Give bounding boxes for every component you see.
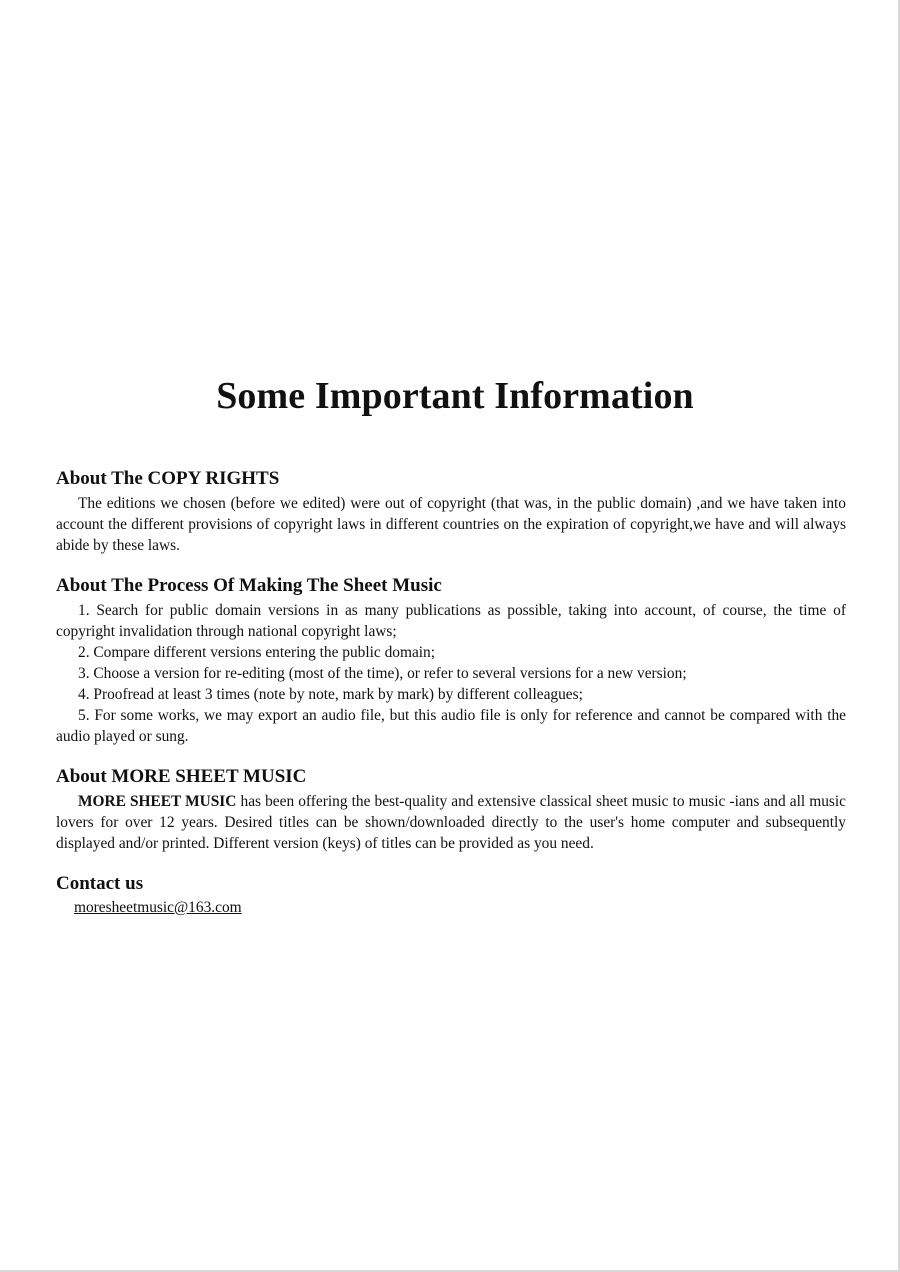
section-contact bbox=[56, 872, 846, 918]
process-heading: About The Process Of Making The Sheet Music bbox=[56, 575, 442, 596]
section-process bbox=[56, 574, 846, 747]
section-about bbox=[56, 765, 846, 854]
process-step-1: 1. Search for public domain versions in as many publications as possible, taking into account, of course, the time of copyright invalidation through national copyright laws; bbox=[56, 602, 846, 640]
section-copyright bbox=[56, 467, 846, 556]
copyright-heading: About The COPY RIGHTS bbox=[56, 468, 280, 489]
copyright-body: The editions we chosen (before we edited) were out of copyright (that was, in the public domain) ,and we have taken into account the different provisions of copyright laws in different countries on the expiration of copyright,we have and will always abide by these laws. bbox=[56, 495, 846, 554]
about-text: has been offering the best-quality and extensive classical sheet music to music -ians and all music lovers for over 12 years. Desired titles can be shown/downloaded directly to the user's home computer and subsequently displayed and/or printed. Different version (keys) of titles can be provided as you need. bbox=[56, 793, 846, 852]
contact-heading: Contact us bbox=[56, 873, 144, 894]
about-heading: About MORE SHEET MUSIC bbox=[56, 766, 307, 787]
content-body bbox=[56, 467, 846, 936]
about-body bbox=[56, 791, 846, 854]
page-title: Some Important Information bbox=[216, 375, 694, 417]
contact-email-link[interactable]: moresheetmusic@163.com bbox=[74, 899, 242, 916]
process-step-2: 2. Compare different versions entering the public domain; bbox=[78, 644, 436, 661]
about-brand: MORE SHEET MUSIC bbox=[78, 793, 237, 810]
process-step-4: 4. Proofread at least 3 times (note by note, mark by mark) by different colleagues; bbox=[78, 686, 583, 703]
process-step-3: 3. Choose a version for re-editing (most of the time), or refer to several versions for a new version; bbox=[78, 665, 687, 682]
process-step-5: 5. For some works, we may export an audio file, but this audio file is only for reference and cannot be compared with the audio played or sung. bbox=[56, 707, 846, 745]
